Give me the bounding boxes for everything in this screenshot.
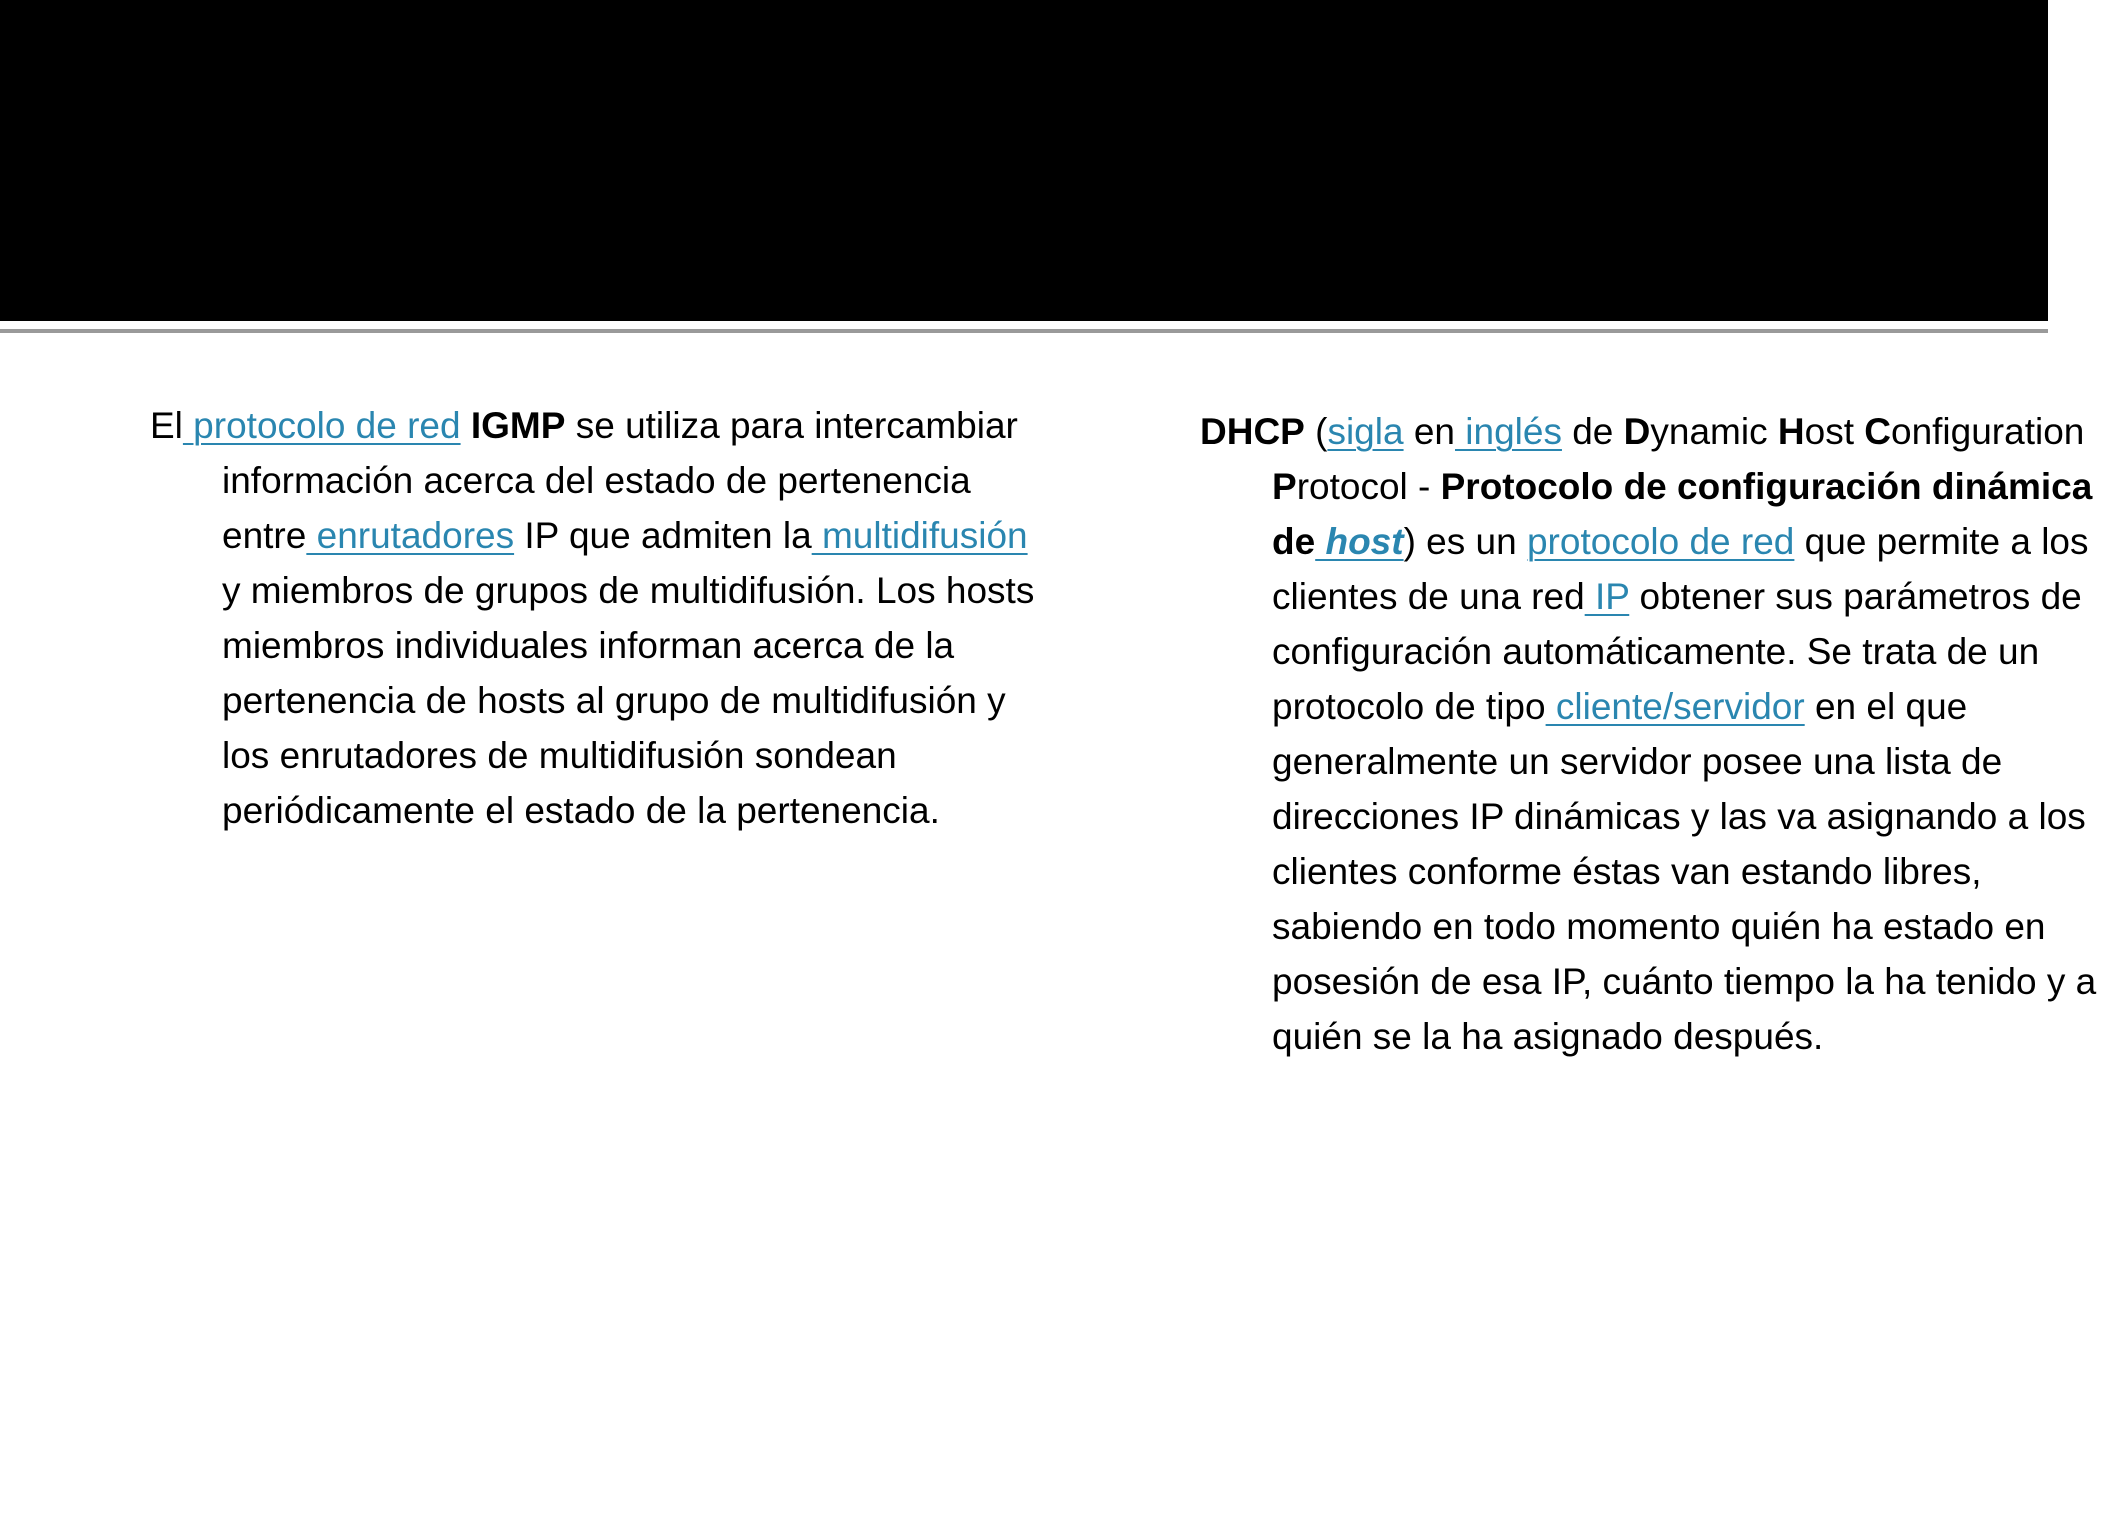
- letter-d: D: [1623, 411, 1651, 452]
- dhcp-column: [1200, 404, 2102, 1064]
- term-dhcp: DHCP: [1200, 411, 1305, 452]
- link-protocolo-de-red[interactable]: protocolo de red: [182, 405, 461, 446]
- text-segment: de: [1561, 411, 1624, 452]
- text-segment: se utiliza para intercambiar información acerca del estado de pertenencia entre: [222, 405, 1018, 556]
- link-enrutadores[interactable]: enrutadores: [306, 515, 515, 556]
- link-host[interactable]: host: [1315, 521, 1404, 562]
- letter-c: C: [1864, 411, 1891, 452]
- title-band: [0, 0, 2048, 321]
- text-segment: rotocol -: [1296, 466, 1441, 507]
- text-segment: [461, 405, 471, 446]
- letter-p: P: [1272, 466, 1297, 507]
- link-sigla[interactable]: sigla: [1327, 411, 1404, 452]
- text-segment: (: [1304, 411, 1328, 452]
- text-segment: en: [1403, 411, 1455, 452]
- text-segment: onfiguration: [1891, 411, 2085, 452]
- text-segment: obtener sus parámetros de configuración automáticamente. Se trata de un protocolo de tipo: [1272, 576, 2082, 727]
- igmp-paragraph: [150, 398, 1052, 838]
- text-segment: El: [150, 405, 183, 446]
- text-segment: en el que generalmente un servidor posee una lista de direcciones IP dinámicas y las va asignando a los clientes conforme éstas van estando libres, sabiendo en todo momento quién ha estado en posesión de esa IP, cuánto tiempo la ha tenido y a quién se la ha asignado después.: [1272, 686, 2097, 1057]
- dhcp-paragraph: [1200, 404, 2102, 1064]
- text-segment: y miembros de grupos de multidifusión. Los hosts miembros individuales informan acerca de la pertenencia de hosts al grupo de multidifusión y los enrutadores de multidifusión sondean periódicamente el estado de la pertenencia.: [222, 570, 1035, 831]
- link-ip[interactable]: IP: [1584, 576, 1630, 617]
- term-igmp: IGMP: [470, 405, 566, 446]
- link-cliente-servidor[interactable]: cliente/servidor: [1545, 686, 1805, 727]
- text-segment: ost: [1804, 411, 1865, 452]
- link-ingles[interactable]: inglés: [1455, 411, 1562, 452]
- term-spanish-name: Protocolo de configuración dinámica de: [1272, 466, 2093, 562]
- text-segment: ynamic: [1650, 411, 1778, 452]
- divider-rule: [0, 329, 2048, 333]
- igmp-column: [150, 398, 1052, 838]
- letter-h: H: [1777, 411, 1805, 452]
- text-segment: ) es un: [1403, 521, 1527, 562]
- link-protocolo-de-red[interactable]: protocolo de red: [1526, 521, 1795, 562]
- text-segment: IP que admiten la: [514, 515, 812, 556]
- text-segment: que permite a los clientes de una red: [1272, 521, 2089, 617]
- link-multidifusion[interactable]: multidifusión: [811, 515, 1028, 556]
